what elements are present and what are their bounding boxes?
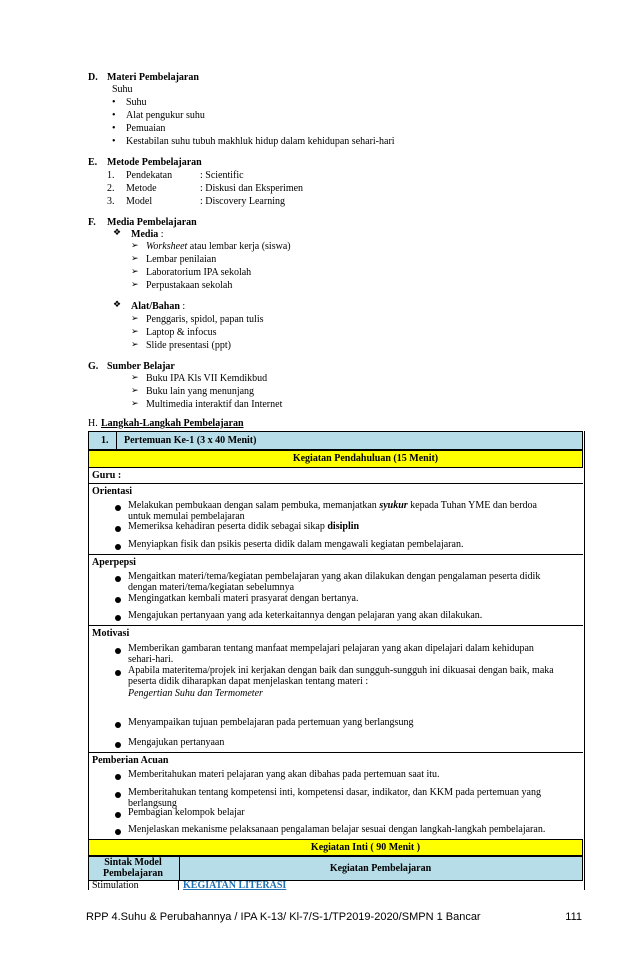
motivasi-item-2-line2: peserta didik diharapkan dapat menjelaskan tentang materi : [128, 676, 369, 687]
motivasi-item-1: Memberikan gambaran tentang manfaat mempelajari pelajaran yang akan dipelajari dalam kehidupan [128, 643, 534, 654]
acuan-item-2-line2: berlangsung [128, 798, 177, 809]
aperpepsi-heading: Aperpepsi [92, 557, 136, 568]
aperpepsi-item-1-line2: dengan materi/tema/kegiatan sebelumnya [128, 582, 295, 593]
section-g-title: Sumber Belajar [107, 361, 175, 372]
arrow-bullet-icon: ➢ [131, 267, 139, 277]
method-name: Pendekatan [126, 170, 173, 181]
cell-divider [178, 881, 179, 890]
arrow-bullet-icon: ➢ [131, 280, 139, 290]
bullet-dot: • [112, 110, 116, 121]
section-e-label: E. [88, 157, 98, 168]
row-divider [88, 752, 583, 753]
section-h-title: Langkah-Langkah Pembelajaran [101, 418, 244, 429]
section-d-sub: Suhu [112, 84, 133, 95]
source-item: Multimedia interaktif dan Internet [146, 399, 283, 410]
acuan-item-1: Memberitahukan materi pelajaran yang akan dibahas pada pertemuan saat itu. [128, 769, 440, 780]
cell-divider [116, 432, 117, 449]
media-item-worksheet-rest: atau lembar kerja (siswa) [187, 241, 291, 252]
bullet-dot-icon [115, 829, 121, 835]
method-num: 3. [107, 196, 115, 207]
footer-text: RPP 4.Suhu & Perubahannya / IPA K-13/ Kl-7/S-1/TP2019-2020/SMPN 1 Bancar [86, 911, 481, 923]
alat-item: Laptop & infocus [146, 327, 217, 338]
alat-label: Alat/Bahan [131, 301, 180, 312]
guru-label: Guru : [92, 470, 122, 481]
media-item: Perpustakaan sekolah [146, 280, 233, 291]
motivasi-item-3: Menyampaikan tujuan pembelajaran pada pertemuan yang berlangsung [128, 717, 414, 728]
acuan-item-4: Menjelaskan mekanisme pelaksanaan pengalaman belajar sesuai dengan langkah-langkah pembelajaran. [128, 824, 546, 835]
stimulation-label: Stimulation [92, 880, 139, 891]
diamond-bullet-icon: ❖ [113, 228, 122, 238]
meeting-title: Pertemuan Ke-1 (3 x 40 Menit) [124, 435, 257, 446]
row-divider [88, 483, 583, 484]
arrow-bullet-icon: ➢ [131, 327, 139, 337]
row-divider [88, 625, 583, 626]
list-item: Kestabilan suhu tubuh makhluk hidup dalam kehidupan sehari-hari [126, 136, 395, 147]
section-d-label: D. [88, 72, 98, 83]
bullet-dot: • [112, 136, 116, 147]
alat-item: Penggaris, spidol, papan tulis [146, 314, 264, 325]
bullet-dot-icon [115, 505, 121, 511]
section-e-title: Metode Pembelajaran [107, 157, 202, 168]
bullet-dot-icon [115, 544, 121, 550]
motivasi-item-1-line2: sehari-hari. [128, 654, 174, 665]
alat-item: Slide presentasi (ppt) [146, 340, 231, 351]
method-value: : Scientific [200, 170, 244, 181]
section-f-label: F. [88, 217, 96, 228]
orientasi-item-1-em: syukur [379, 500, 408, 511]
row-divider [88, 554, 583, 555]
orientasi-item-1-line2: untuk memulai pembelajaran [128, 511, 245, 522]
source-item: Buku lain yang menunjang [146, 386, 255, 397]
orientasi-item-3: Menyiapkan fisik dan psikis peserta didik dalam mengawali kegiatan pembelajaran. [128, 539, 464, 550]
bullet-dot-icon [115, 774, 121, 780]
method-num: 2. [107, 183, 115, 194]
alat-colon: : [179, 301, 186, 312]
meeting-number: 1. [101, 435, 109, 446]
motivasi-item-2-line3: Pengertian Suhu dan Termometer [128, 688, 263, 699]
motivasi-item-2: Apabila materitema/projek ini kerjakan dengan baik dan sungguh-sungguh ini dikuasai dengan baik, maka [128, 665, 554, 676]
acuan-item-2: Memberitahukan tentang kompetensi inti, kompetensi dasar, indikator, dan KKM pada pertemuan yang [128, 787, 541, 798]
bullet-dot-icon [115, 597, 121, 603]
intro-title: Kegiatan Pendahuluan (15 Menit) [292, 453, 439, 464]
aperpepsi-item-1: Mengaitkan materi/tema/kegiatan pembelajaran yang akan dilakukan dengan pengalaman peserta didik [128, 571, 541, 582]
method-value: : Diskusi dan Eksperimen [200, 183, 304, 194]
motivasi-item-4: Mengajukan pertanyaan [128, 737, 225, 748]
motivasi-heading: Motivasi [92, 628, 130, 639]
bullet-dot-icon [115, 615, 121, 621]
page-footer [86, 911, 582, 923]
bullet-dot-icon [115, 742, 121, 748]
orientasi-item-2-em: disiplin [327, 521, 360, 532]
list-item: Pemuaian [126, 123, 166, 134]
method-name: Model [126, 196, 153, 207]
method-num: 1. [107, 170, 115, 181]
bullet-dot-icon [115, 792, 121, 798]
media-item-worksheet: Worksheet [146, 241, 188, 252]
method-name: Metode [126, 183, 157, 194]
list-item: Suhu [126, 97, 147, 108]
bullet-dot-icon [115, 722, 121, 728]
bullet-dot-icon [115, 812, 121, 818]
media-label: Media [131, 229, 159, 240]
arrow-bullet-icon: ➢ [131, 373, 139, 383]
section-d-title: Materi Pembelajaran [107, 72, 199, 83]
orientasi-item-1-post: kepada Tuhan YME dan berdoa [407, 500, 537, 511]
section-g-label: G. [88, 361, 99, 372]
arrow-bullet-icon: ➢ [131, 241, 139, 251]
col-sintak-header: Sintak Model Pembelajaran [103, 857, 163, 879]
aperpepsi-item-2: Mengingatkan kembali materi prasyarat dengan bertanya. [128, 593, 359, 604]
bullet-dot: • [112, 123, 116, 134]
media-colon: : [158, 229, 164, 240]
acuan-heading: Pemberian Acuan [92, 755, 169, 766]
arrow-bullet-icon: ➢ [131, 340, 139, 350]
col-kegiatan-header: Kegiatan Pembelajaran [329, 863, 432, 874]
media-item: Laboratorium IPA sekolah [146, 267, 252, 278]
arrow-bullet-icon: ➢ [131, 386, 139, 396]
arrow-bullet-icon: ➢ [131, 399, 139, 409]
orientasi-item-1-pre: Melakukan pembukaan dengan salam pembuka, memanjatkan [128, 500, 380, 511]
orientasi-item-2-pre: Memeriksa kehadiran peserta didik sebagai sikap [128, 521, 328, 532]
bullet-dot-icon [115, 576, 121, 582]
section-f-title: Media Pembelajaran [107, 217, 197, 228]
orientasi-heading: Orientasi [92, 486, 132, 497]
arrow-bullet-icon: ➢ [131, 254, 139, 264]
arrow-bullet-icon: ➢ [131, 314, 139, 324]
page-number: 111 [565, 911, 582, 923]
acuan-item-3: Pembagian kelompok belajar [128, 807, 245, 818]
aperpepsi-item-3: Mengajukan pertanyaan yang ada keterkaitannya dengan pelajaran yang akan dilakukan. [128, 610, 483, 621]
source-item: Buku IPA Kls VII Kemdikbud [146, 373, 268, 384]
bullet-dot-icon [115, 670, 121, 676]
bullet-dot-icon [115, 526, 121, 532]
inti-title: Kegiatan Inti ( 90 Menit ) [310, 842, 421, 853]
literasi-link[interactable]: KEGIATAN LITERASI [183, 880, 287, 891]
bullet-dot-icon [115, 648, 121, 654]
section-h-label: H. [88, 418, 98, 429]
method-value: : Discovery Learning [200, 196, 285, 207]
bullet-dot: • [112, 97, 116, 108]
diamond-bullet-icon: ❖ [113, 300, 122, 310]
media-item: Lembar penilaian [146, 254, 217, 265]
list-item: Alat pengukur suhu [126, 110, 205, 121]
